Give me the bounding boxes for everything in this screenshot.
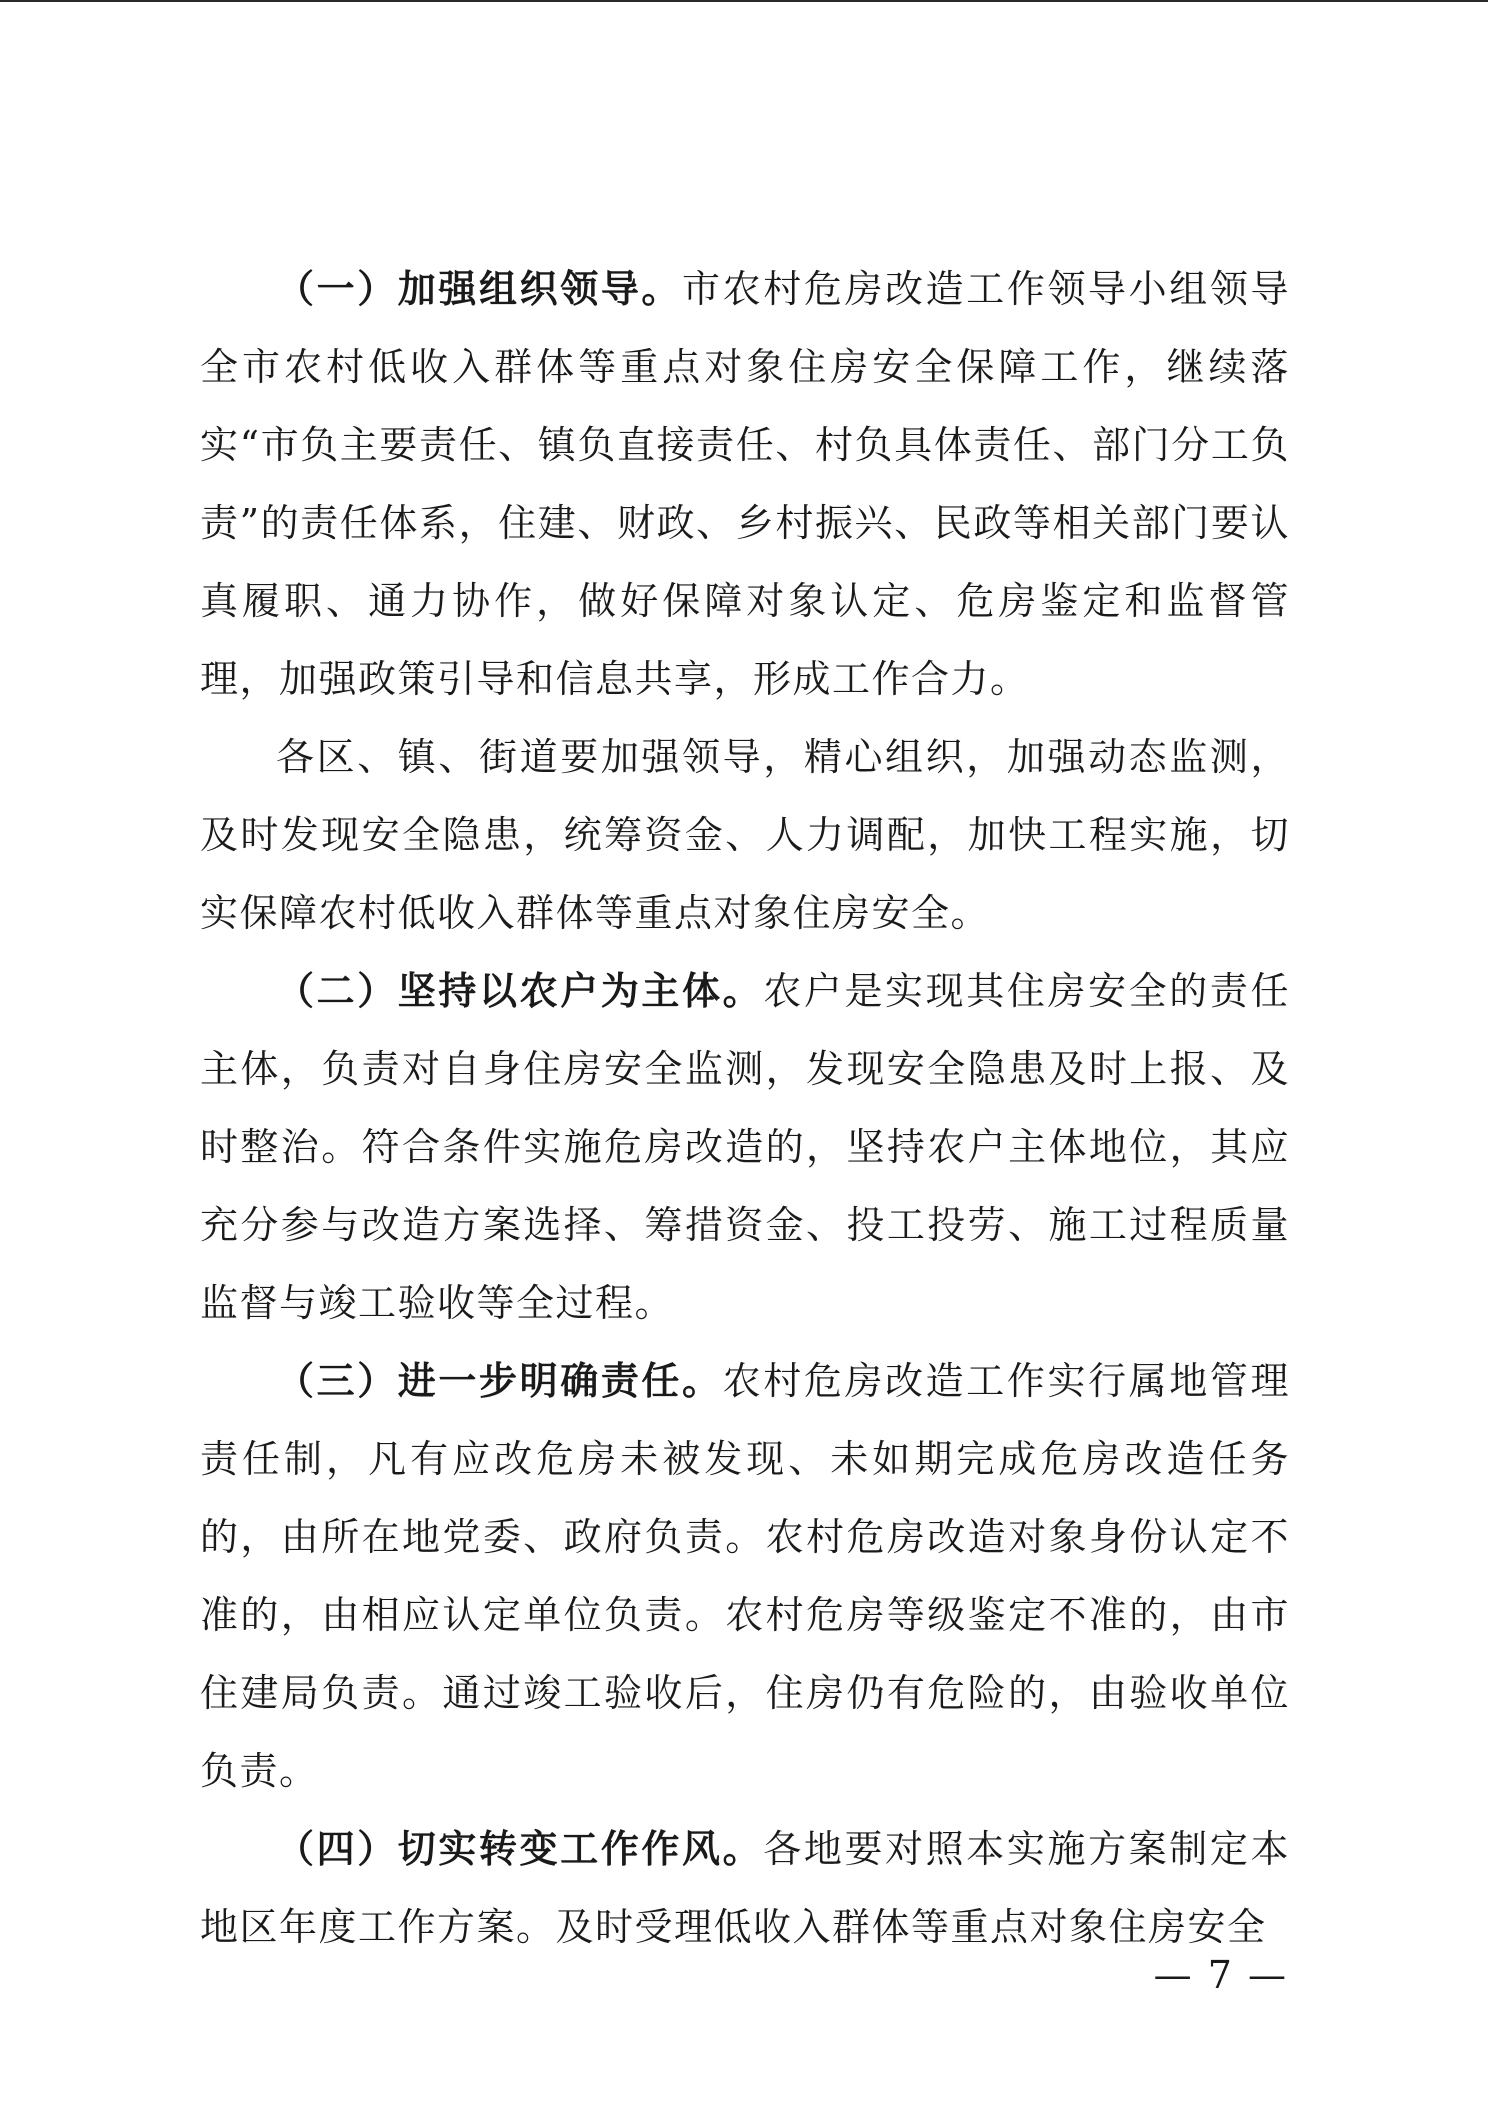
paragraph-heading: （二）坚持以农户为主体。 xyxy=(276,968,764,1013)
paragraph-organization-leadership xyxy=(200,250,1290,718)
document-body xyxy=(200,250,1290,1966)
top-border-rule xyxy=(0,0,1488,2)
paragraph-heading: （三）进一步明确责任。 xyxy=(276,1358,723,1403)
paragraph-heading: （四）切实转变工作作风。 xyxy=(276,1826,764,1871)
page-number: — 7 — xyxy=(1153,1953,1288,1997)
paragraph-text: 市农村危房改造工作领导小组领导全市农村低收入群体等重点对象住房安全保障工作，继续落实“市负主要责任、镇负直接责任、村负具体责任、部门分工负责”的责任体系，住建、财政、乡村振兴、民政等相关部门要认真履职、通力协作，做好保障对象认定、危房鉴定和监督管理，加强政策引导和信息共享，形成工作合力。 xyxy=(200,267,1290,701)
paragraph-text: 农村危房改造工作实行属地管理责任制，凡有应改危房未被发现、未如期完成危房改造任务的，由所在地党委、政府负责。农村危房改造对象身份认定不准的，由相应认定单位负责。农村危房等级鉴定不准的，由市住建局负责。通过竣工验收后，住房仍有危险的，由验收单位负责。 xyxy=(200,1359,1290,1793)
paragraph-text: 农户是实现其住房安全的责任主体，负责对自身住房安全监测，发现安全隐患及时上报、及时整治。符合条件实施危房改造的，坚持农户主体地位，其应充分参与改造方案选择、筹措资金、投工投劳、施工过程质量监督与竣工验收等全过程。 xyxy=(200,969,1290,1325)
paragraph-clarify-responsibility xyxy=(200,1342,1290,1810)
paragraph-farmer-subject xyxy=(200,952,1290,1342)
paragraph-work-style xyxy=(200,1810,1290,1966)
paragraph-text: 各区、镇、街道要加强领导，精心组织，加强动态监测，及时发现安全隐患，统筹资金、人力调配，加快工程实施，切实保障农村低收入群体等重点对象住房安全。 xyxy=(200,735,1290,935)
paragraph-text: 各地要对照本实施方案制定本地区年度工作方案。及时受理低收入群体等重点对象住房安全 xyxy=(200,1827,1290,1949)
paragraph-heading: （一）加强组织领导。 xyxy=(276,266,683,311)
paragraph-district-leadership xyxy=(200,718,1290,952)
